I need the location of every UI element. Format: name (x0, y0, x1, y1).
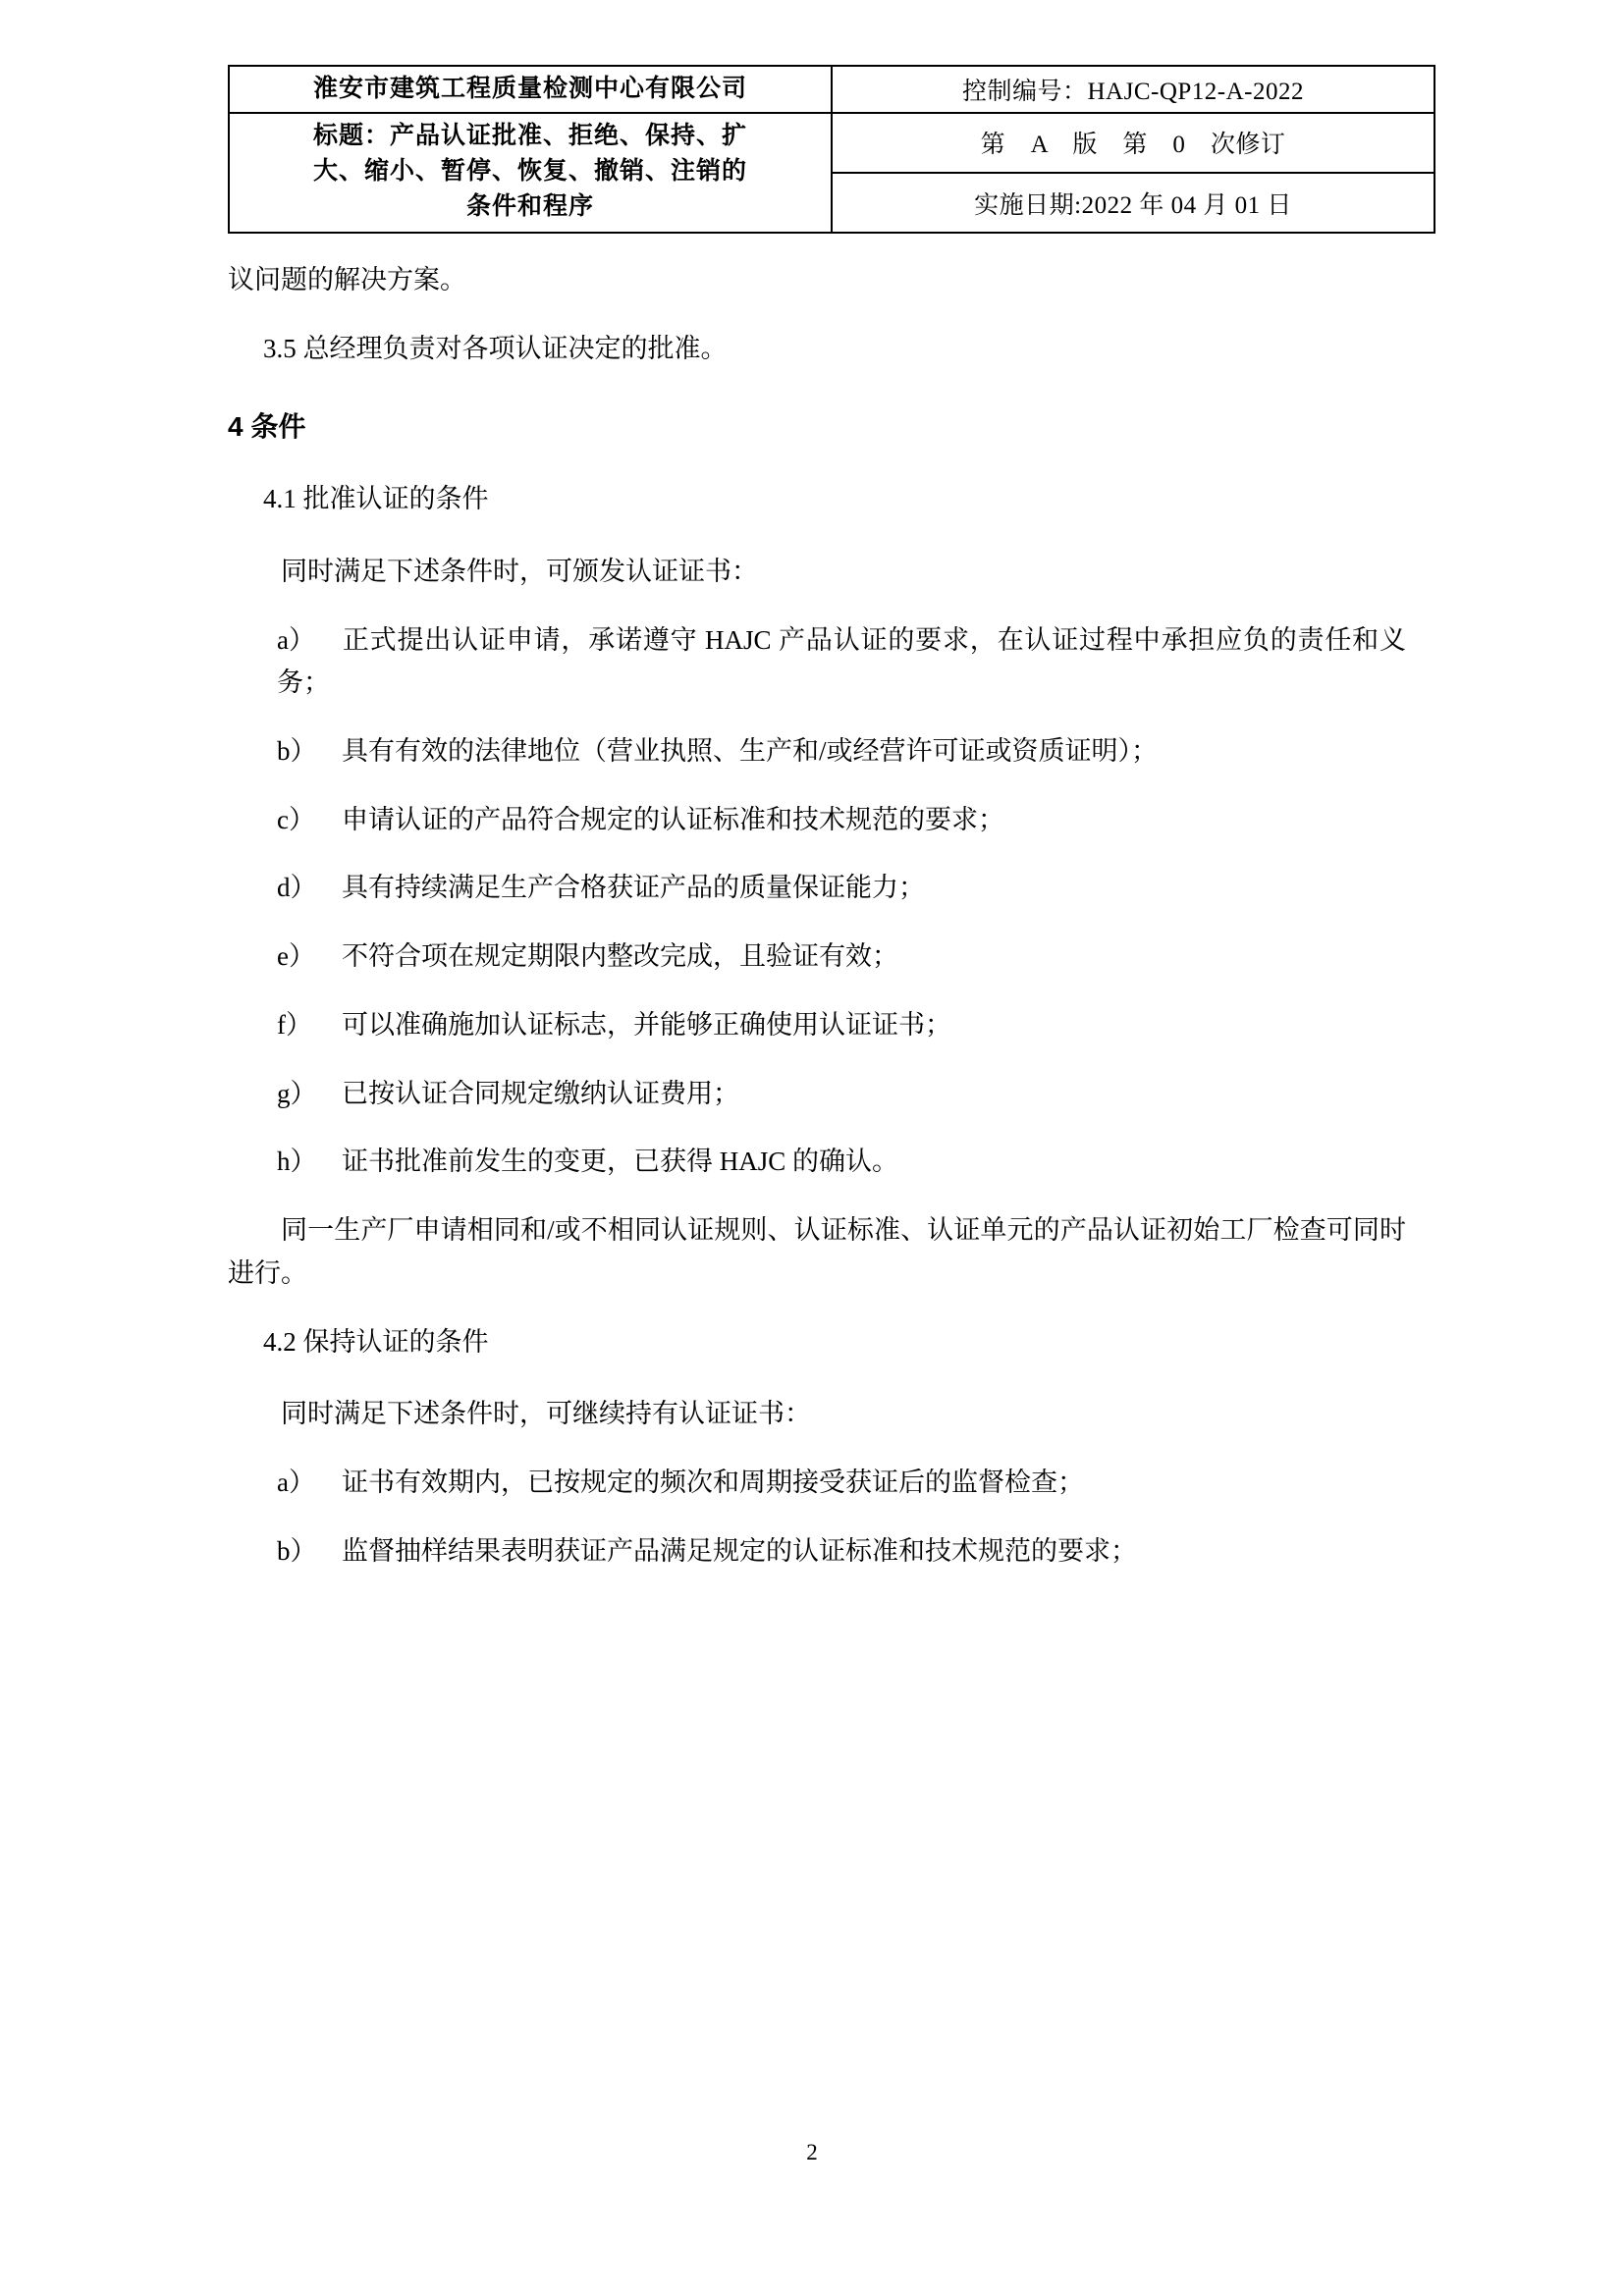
header-company-cell (229, 66, 832, 113)
header-row-title-version (229, 113, 1435, 173)
list-item-4-1-b (228, 730, 1406, 774)
list-item-text: 正式提出认证申请，承诺遵守 HAJC 产品认证的要求，在认证过程中承担应负的责任和义务； (277, 624, 1406, 698)
list-item-4-1-g (228, 1073, 1406, 1116)
list-item-label: a） (277, 624, 315, 655)
paragraph-4-1-end: 同一生产厂申请相同和/或不相同认证规则、认证标准、认证单元的产品认证初始工厂检查可同时进行。 (228, 1215, 1406, 1288)
list-item-label: f） (277, 1009, 312, 1040)
section-heading-4: 4 条件 (228, 410, 306, 442)
list-item-text: 证书批准前发生的变更，已获得 HAJC 的确认。 (342, 1147, 899, 1177)
paragraph-4-2-intro: 同时满足下述条件时，可继续持有认证证书： (281, 1399, 811, 1429)
list-item-4-1-h (228, 1141, 1406, 1184)
list-item-label: d） (277, 873, 317, 903)
section-heading-4-2: 4.2 保持认证的条件 (263, 1326, 489, 1357)
list-item-text: 已按认证合同规定缴纳认证费用； (342, 1078, 739, 1108)
list-item-label: b） (277, 1535, 317, 1566)
company-name: 淮安市建筑工程质量检测中心有限公司 (312, 75, 747, 102)
list-item-4-1-f (228, 1004, 1406, 1047)
list-item-text: 监督抽样结果表明获证产品满足规定的认证标准和技术规范的要求； (342, 1535, 1137, 1566)
header-version-cell (832, 113, 1435, 173)
header-row-company (229, 66, 1435, 113)
document-body (228, 259, 1406, 1573)
effective-date: 实施日期:2022 年 04 月 01 日 (974, 191, 1292, 219)
list-item-label: g） (277, 1078, 317, 1108)
paragraph-4-1-intro: 同时满足下述条件时，可颁发认证证书： (281, 556, 758, 586)
list-item-label: h） (277, 1147, 317, 1177)
page-content (228, 65, 1406, 1599)
document-header-table (228, 65, 1435, 234)
list-item-label: b） (277, 736, 317, 767)
document-title-line3: 条件和程序 (465, 192, 594, 220)
section-heading-4-1: 4.1 批准认证的条件 (263, 484, 489, 514)
version-revision: 第 A 版 第 0 次修订 (980, 132, 1286, 159)
list-item-text: 可以准确施加认证标志，并能够正确使用认证证书； (342, 1009, 951, 1040)
list-item-label: e） (277, 941, 315, 972)
list-item-text: 具有有效的法律地位（营业执照、生产和/或经营许可证或资质证明）； (342, 736, 1158, 767)
document-title-line2: 大、缩小、暂停、恢复、撤销、注销的 (312, 156, 747, 185)
paragraph-3-5: 3.5 总经理负责对各项认证决定的批准。 (263, 333, 728, 363)
header-date-cell (832, 173, 1435, 233)
list-item-4-1-e (228, 935, 1406, 979)
list-item-4-1-d (228, 867, 1406, 910)
list-item-text: 具有持续满足生产合格获证产品的质量保证能力； (342, 873, 925, 903)
header-control-no-cell (832, 66, 1435, 113)
list-item-4-1-a (228, 619, 1406, 705)
list-item-text: 申请认证的产品符合规定的认证标准和技术规范的要求； (342, 804, 1004, 834)
list-item-text: 证书有效期内，已按规定的频次和周期接受获证后的监督检查； (342, 1468, 1084, 1498)
page-number: 2 (806, 2140, 818, 2164)
document-title-line1: 标题：产品认证批准、拒绝、保持、扩 (312, 121, 747, 149)
control-number: 控制编号：HAJC-QP12-A-2022 (961, 78, 1304, 105)
list-item-text: 不符合项在规定期限内整改完成，且验证有效； (342, 941, 898, 972)
list-item-4-2-b (228, 1530, 1406, 1574)
list-item-4-2-a (228, 1462, 1406, 1505)
header-title-cell (229, 113, 832, 234)
list-item-4-1-c (228, 799, 1406, 842)
list-item-label: a） (277, 1468, 315, 1498)
paragraph-continued: 议问题的解决方案。 (228, 265, 466, 295)
list-item-label: c） (277, 804, 315, 834)
